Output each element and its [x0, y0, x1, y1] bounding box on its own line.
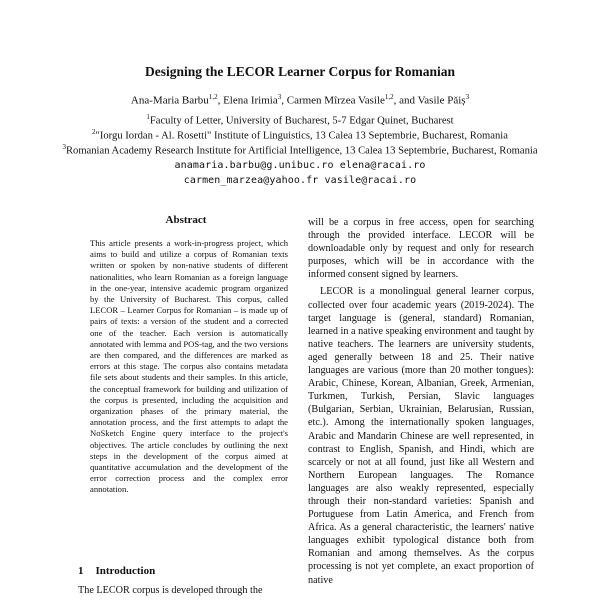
author-name: Elena Irimia: [223, 94, 278, 107]
left-column: [78, 214, 294, 496]
affiliation-mark: 3: [62, 143, 66, 151]
author-separator: ,: [281, 94, 287, 107]
introduction-text: The LECOR corpus is developed through the: [78, 585, 263, 596]
author-list: [0, 93, 600, 107]
section-heading-introduction: [78, 565, 155, 577]
author-affil-mark: 3: [277, 93, 282, 101]
affiliation-line: [0, 128, 600, 142]
affiliation-text: "Iorgu Iordan - Al. Rosetti" Institute of Linguistics, 13 Calea 13 Septembrie, Bucharest, Romania: [95, 130, 508, 142]
body-paragraph: LECOR is a monolingual general learner corpus, collected over four academic years (2019-2024). The target language is (general, standard) Romanian, learned in a native speaking environment and taught by native teachers. The learners are university students, aged generally between 18 and 25. Their native languages are various (more than 20 mother tongues): Arabic, Chinese, Korean, Albanian, Greek, Armenian, Turkmen, Turkish, Persian, Slavic languages (Bulgarian, Serbian, Ukrainian, Belarusian, Russian, etc.). Among the internationally spoken languages, Arabic and Mandarin Chinese are well represented, in contrast to English, Spanish, and Hindi, which are scarcely or not at all found, just like all Western and Northern European languages. The Romance languages are also weakly represented, especially through their non-standard varieties: Spanish and Portuguese from Latin America, and French from Africa. As a general characteristic, the learners' native languages exhibit typological distance both from Romanian and among themselves. As the corpus processing is not yet complete, an exact proportion of native: [308, 286, 534, 586]
email-line: carmen_marzea@yahoo.fr vasile@racai.ro: [183, 175, 417, 186]
affiliation-text: Faculty of Letter, University of Bucharest, 5-7 Edgar Quinet, Bucharest: [149, 115, 454, 127]
email-line: anamaria.barbu@g.unibuc.ro elena@racai.ro: [174, 160, 426, 171]
author-separator: ,: [217, 94, 224, 107]
affiliation-line: [0, 143, 600, 157]
body-paragraph: will be a corpus in free access, open for searching through the provided interface. LECOR will be downloadable only by request and only for research purposes, which will be in accordance with the informed consent signed by learners.: [308, 217, 534, 281]
section-title: Introduction: [95, 565, 156, 577]
author-separator: , and: [393, 94, 418, 107]
author-affil-mark: 1,2: [208, 93, 218, 101]
author-name: Vasile Păiș: [417, 94, 466, 107]
affiliation-text: Romanian Academy Research Institute for Artificial Intelligence, 13 Calea 13 Septembrie, Bucharest, Romania: [65, 145, 538, 157]
author-name: Ana-Maria Barbu: [130, 94, 209, 107]
abstract-text: This article presents a work-in-progress project, which aims to build and utilize a corpus of Romanian texts written or spoken by non-native students of different nationalities, who learn Romanian as a foreign language in the one-year, intensive academic program organized by the University of Bucharest. This corpus, called LECOR – Learner Corpus for Romanian – is made up of pairs of texts: a version of the student and a corrected one of the teacher. Each version is automatically annotated with lemma and POS-tag, and the two versions are then compared, and the differences are marked as errors at this stage. The corpus also contains metadata file sets about students and their samples. In this article, the conceptual framework for building and utilization of the corpus is presented, including the acquisition and organization phases of the primary material, the annotation process, and the first attempts to adapt the NoSketch Engine query interface to the project's objectives. The article concludes by outlining the next steps in the development of the corpus aimed at quantitative accumulation and the development of the error correction process and the complex error annotation.: [90, 238, 288, 495]
author-affil-mark: 1,2: [384, 93, 394, 101]
affiliation-line: [0, 113, 600, 127]
affiliation-mark: 2: [92, 128, 96, 136]
paper-title: Designing the LECOR Learner Corpus for Romanian: [144, 64, 456, 79]
right-column: [308, 216, 534, 587]
author-name: Carmen Mîrzea Vasile: [286, 94, 385, 107]
affiliation-mark: 1: [146, 113, 150, 121]
section-number: 1: [78, 565, 84, 577]
author-affil-mark: 3: [465, 93, 470, 101]
abstract-heading: Abstract: [165, 214, 207, 226]
